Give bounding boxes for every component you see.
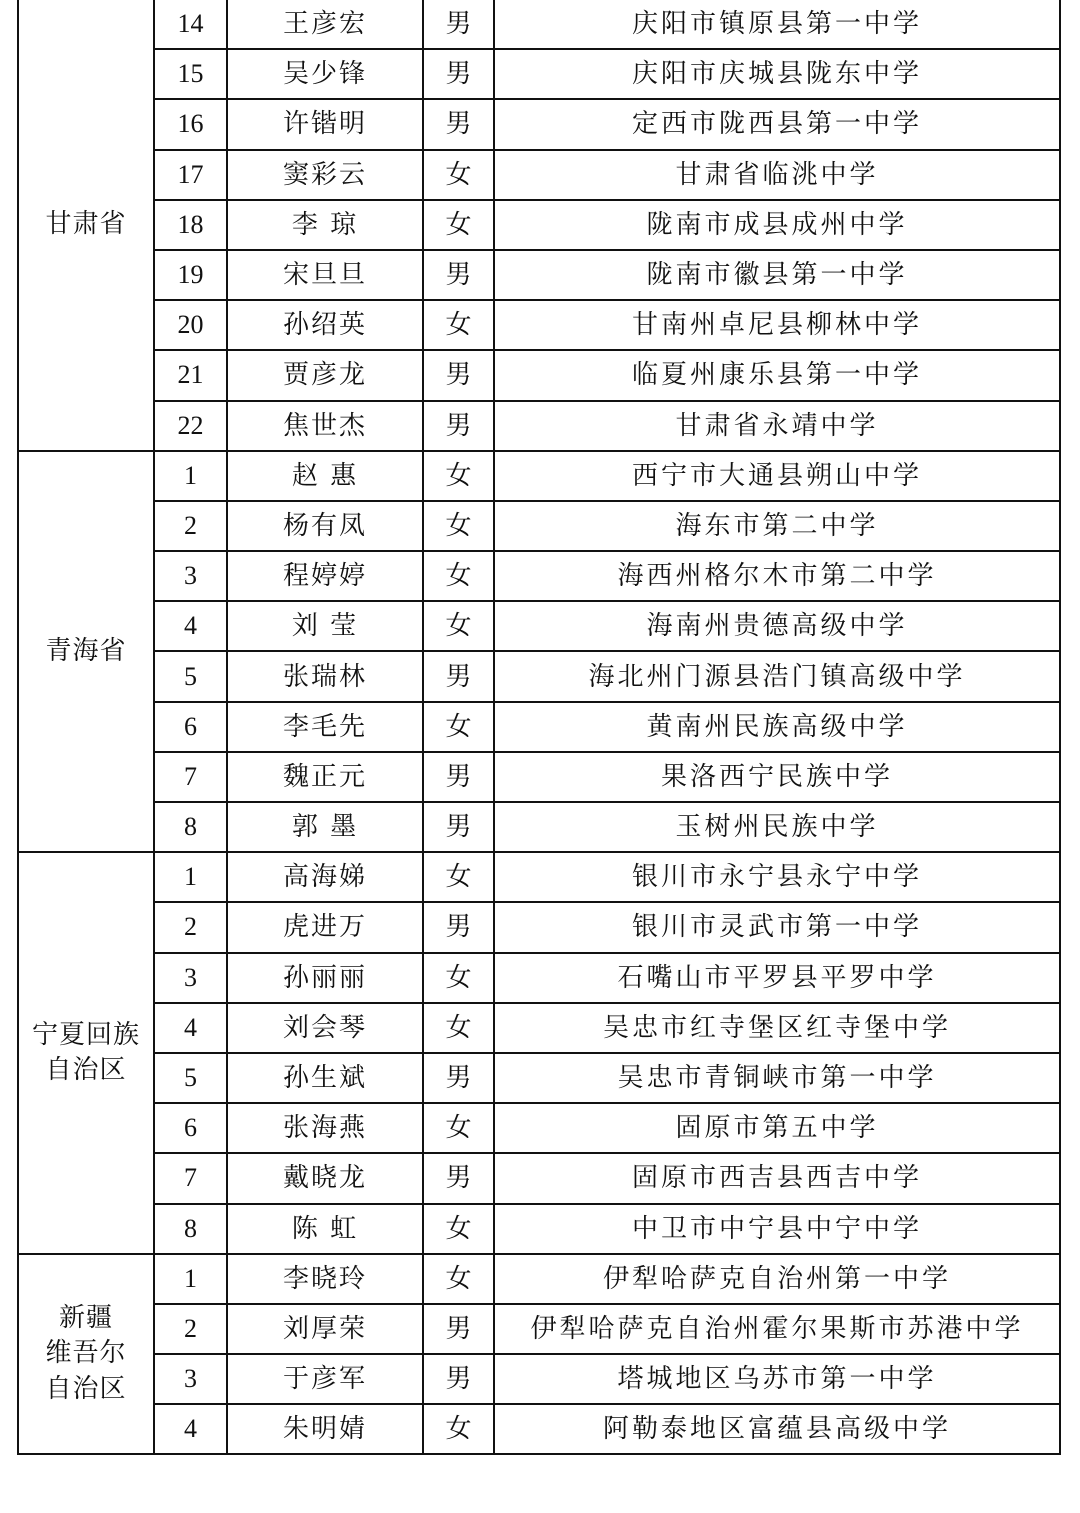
number-cell: 4: [154, 1003, 227, 1053]
name-cell: 张海燕: [227, 1103, 423, 1153]
table-row: [18, 1053, 1060, 1103]
name-cell: 朱明婧: [227, 1404, 423, 1454]
school-cell: 甘肃省永靖中学: [494, 401, 1060, 451]
province-label-line: 宁夏回族: [31, 1019, 140, 1050]
gender-cell: 女: [423, 451, 494, 501]
name-cell: 刘会琴: [227, 1003, 423, 1053]
name-cell: 焦世杰: [227, 401, 423, 451]
name-cell: 王彦宏: [227, 0, 423, 49]
province-cell: [18, 852, 154, 1254]
province-cell: [18, 1254, 154, 1455]
table-row: [18, 0, 1060, 49]
table-row: [18, 200, 1060, 250]
school-cell: 玉树州民族中学: [494, 802, 1060, 852]
name-cell: 李毛先: [227, 702, 423, 752]
number-cell: 3: [154, 1354, 227, 1404]
table-row: [18, 350, 1060, 400]
gender-cell: 男: [423, 350, 494, 400]
school-cell: 吴忠市红寺堡区红寺堡中学: [494, 1003, 1060, 1053]
table-row: [18, 1304, 1060, 1354]
number-cell: 1: [154, 1254, 227, 1304]
table-row: [18, 1254, 1060, 1304]
name-cell: 李 琼: [227, 200, 423, 250]
gender-cell: 男: [423, 1153, 494, 1203]
number-cell: 20: [154, 300, 227, 350]
gender-cell: 男: [423, 752, 494, 802]
province-label-line: 维吾尔: [45, 1338, 127, 1369]
name-cell: 刘厚荣: [227, 1304, 423, 1354]
gender-cell: 女: [423, 200, 494, 250]
school-cell: 陇南市成县成州中学: [494, 200, 1060, 250]
name-cell: 高海娣: [227, 852, 423, 902]
table-row: [18, 953, 1060, 1003]
gender-cell: 女: [423, 1103, 494, 1153]
number-cell: 5: [154, 651, 227, 701]
name-cell: 郭 墨: [227, 802, 423, 852]
province-label-line: 新疆: [58, 1303, 113, 1334]
number-cell: 7: [154, 1153, 227, 1203]
school-cell: 庆阳市镇原县第一中学: [494, 0, 1060, 49]
name-cell: 贾彦龙: [227, 350, 423, 400]
table-row: [18, 1003, 1060, 1053]
name-cell: 刘 莹: [227, 601, 423, 651]
gender-cell: 男: [423, 1304, 494, 1354]
table-row: [18, 1204, 1060, 1254]
number-cell: 4: [154, 1404, 227, 1454]
name-cell: 虎进万: [227, 902, 423, 952]
number-cell: 18: [154, 200, 227, 250]
gender-cell: 女: [423, 1204, 494, 1254]
table-row: [18, 1354, 1060, 1404]
table-row: [18, 401, 1060, 451]
gender-cell: 男: [423, 250, 494, 300]
name-cell: 孙绍英: [227, 300, 423, 350]
school-cell: 海南州贵德高级中学: [494, 601, 1060, 651]
gender-cell: 女: [423, 501, 494, 551]
gender-cell: 男: [423, 49, 494, 99]
school-cell: 西宁市大通县朔山中学: [494, 451, 1060, 501]
table-row: [18, 902, 1060, 952]
school-cell: 银川市永宁县永宁中学: [494, 852, 1060, 902]
school-cell: 中卫市中宁县中宁中学: [494, 1204, 1060, 1254]
table-row: [18, 1103, 1060, 1153]
name-cell: 窦彩云: [227, 150, 423, 200]
school-cell: 庆阳市庆城县陇东中学: [494, 49, 1060, 99]
province-label-line: 自治区: [45, 1054, 127, 1085]
gender-cell: 男: [423, 902, 494, 952]
name-cell: 李晓玲: [227, 1254, 423, 1304]
number-cell: 21: [154, 350, 227, 400]
school-cell: 海西州格尔木市第二中学: [494, 551, 1060, 601]
school-cell: 伊犁哈萨克自治州第一中学: [494, 1254, 1060, 1304]
school-cell: 临夏州康乐县第一中学: [494, 350, 1060, 400]
gender-cell: 女: [423, 601, 494, 651]
name-cell: 张瑞林: [227, 651, 423, 701]
name-cell: 孙生斌: [227, 1053, 423, 1103]
name-cell: 吴少锋: [227, 49, 423, 99]
name-cell: 程婷婷: [227, 551, 423, 601]
number-cell: 1: [154, 451, 227, 501]
province-label-line: 自治区: [45, 1373, 127, 1404]
table-row: [18, 802, 1060, 852]
table-row: [18, 852, 1060, 902]
table-row: [18, 49, 1060, 99]
number-cell: 7: [154, 752, 227, 802]
gender-cell: 女: [423, 852, 494, 902]
number-cell: 17: [154, 150, 227, 200]
roster-body: [18, 0, 1060, 1454]
number-cell: 2: [154, 501, 227, 551]
gender-cell: 男: [423, 1354, 494, 1404]
name-cell: 宋旦旦: [227, 250, 423, 300]
name-cell: 戴晓龙: [227, 1153, 423, 1203]
school-cell: 陇南市徽县第一中学: [494, 250, 1060, 300]
school-cell: 银川市灵武市第一中学: [494, 902, 1060, 952]
number-cell: 16: [154, 99, 227, 149]
name-cell: 赵 惠: [227, 451, 423, 501]
school-cell: 海东市第二中学: [494, 501, 1060, 551]
number-cell: 2: [154, 902, 227, 952]
school-cell: 塔城地区乌苏市第一中学: [494, 1354, 1060, 1404]
table-row: [18, 451, 1060, 501]
table-row: [18, 501, 1060, 551]
school-cell: 定西市陇西县第一中学: [494, 99, 1060, 149]
school-cell: 甘肃省临洮中学: [494, 150, 1060, 200]
table-row: [18, 99, 1060, 149]
number-cell: 3: [154, 953, 227, 1003]
gender-cell: 男: [423, 1053, 494, 1103]
name-cell: 杨有凤: [227, 501, 423, 551]
name-cell: 陈 虹: [227, 1204, 423, 1254]
roster-table: [17, 0, 1061, 1455]
school-cell: 黄南州民族高级中学: [494, 702, 1060, 752]
table-row: [18, 1153, 1060, 1203]
province-label-line: 甘肃省: [45, 209, 127, 240]
school-cell: 石嘴山市平罗县平罗中学: [494, 953, 1060, 1003]
table-row: [18, 752, 1060, 802]
name-cell: 于彦军: [227, 1354, 423, 1404]
gender-cell: 男: [423, 802, 494, 852]
number-cell: 19: [154, 250, 227, 300]
school-cell: 固原市西吉县西吉中学: [494, 1153, 1060, 1203]
gender-cell: 女: [423, 150, 494, 200]
number-cell: 14: [154, 0, 227, 49]
gender-cell: 女: [423, 702, 494, 752]
gender-cell: 女: [423, 1003, 494, 1053]
number-cell: 1: [154, 852, 227, 902]
province-label-line: 青海省: [45, 635, 127, 666]
number-cell: 6: [154, 1103, 227, 1153]
school-cell: 海北州门源县浩门镇高级中学: [494, 651, 1060, 701]
number-cell: 8: [154, 1204, 227, 1254]
school-cell: 阿勒泰地区富蕴县高级中学: [494, 1404, 1060, 1454]
number-cell: 3: [154, 551, 227, 601]
table-row: [18, 551, 1060, 601]
gender-cell: 男: [423, 651, 494, 701]
table-row: [18, 702, 1060, 752]
gender-cell: 女: [423, 1254, 494, 1304]
gender-cell: 女: [423, 551, 494, 601]
gender-cell: 男: [423, 0, 494, 49]
number-cell: 4: [154, 601, 227, 651]
number-cell: 8: [154, 802, 227, 852]
gender-cell: 女: [423, 953, 494, 1003]
table-row: [18, 651, 1060, 701]
number-cell: 6: [154, 702, 227, 752]
gender-cell: 女: [423, 1404, 494, 1454]
name-cell: 魏正元: [227, 752, 423, 802]
number-cell: 5: [154, 1053, 227, 1103]
name-cell: 孙丽丽: [227, 953, 423, 1003]
name-cell: 许锴明: [227, 99, 423, 149]
gender-cell: 男: [423, 401, 494, 451]
number-cell: 22: [154, 401, 227, 451]
school-cell: 甘南州卓尼县柳林中学: [494, 300, 1060, 350]
table-row: [18, 300, 1060, 350]
gender-cell: 男: [423, 99, 494, 149]
school-cell: 果洛西宁民族中学: [494, 752, 1060, 802]
school-cell: 吴忠市青铜峡市第一中学: [494, 1053, 1060, 1103]
gender-cell: 女: [423, 300, 494, 350]
number-cell: 15: [154, 49, 227, 99]
number-cell: 2: [154, 1304, 227, 1354]
school-cell: 伊犁哈萨克自治州霍尔果斯市苏港中学: [494, 1304, 1060, 1354]
table-row: [18, 150, 1060, 200]
school-cell: 固原市第五中学: [494, 1103, 1060, 1153]
table-row: [18, 250, 1060, 300]
province-cell: [18, 451, 154, 853]
province-cell: [18, 0, 154, 451]
table-row: [18, 601, 1060, 651]
table-row: [18, 1404, 1060, 1454]
